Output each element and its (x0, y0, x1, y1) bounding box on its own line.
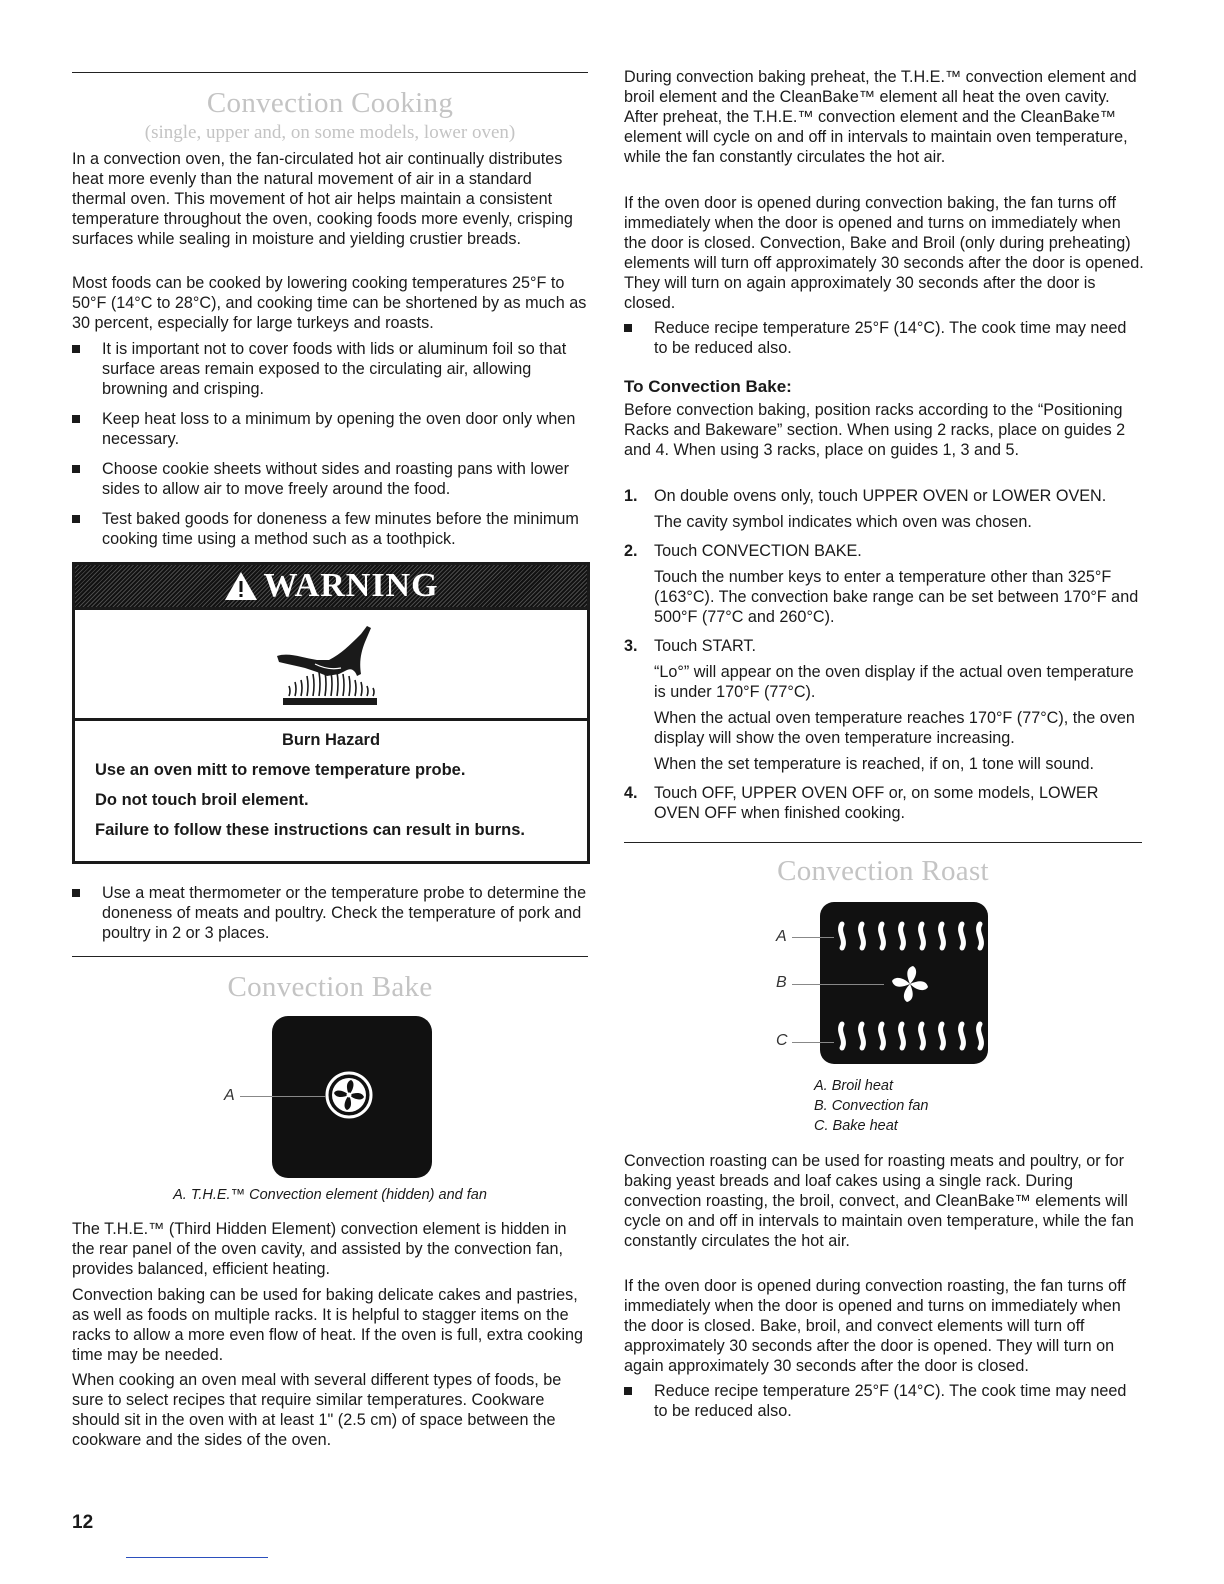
warning-line-1: Use an oven mitt to remove temperature probe. (95, 761, 466, 779)
convection-bake-caption: A. T.H.E.™ Convection element (hidden) and fan (173, 1187, 487, 1203)
figure-label-a: A (776, 928, 787, 945)
footer-rule (126, 1557, 268, 1558)
step-note: When the actual oven temperature reaches 170°F (77°C), the oven display will show the oven temperature increasing. (654, 709, 1135, 747)
warning-header (75, 565, 587, 610)
list-item (624, 541, 1144, 627)
step-note: When the set temperature is reached, if on, 1 tone will sound. (654, 755, 1095, 773)
warning-text-panel (75, 721, 587, 841)
bullet-square-icon (72, 345, 80, 353)
reduce-temp-bullet (624, 318, 1144, 358)
to-convection-bake-intro: Before convection baking, position racks according to the “Positioning Racks and Bakeware” section. When using 2 racks, place on guides 2 and 4. When using 3 racks, place on guides 1, 3 and 5. (624, 401, 1126, 459)
leader-line (792, 937, 834, 938)
alert-triangle-icon (223, 570, 259, 602)
convection-bake-title: Convection Bake (227, 971, 433, 1003)
bullet-square-icon (624, 1387, 632, 1395)
broil-heat-icon (841, 924, 982, 948)
list-item (624, 636, 1144, 774)
convection-bake-para1: The T.H.E.™ (Third Hidden Element) convection element is hidden in the rear panel of the oven cavity, and assisted by the convection fan, provides balanced, efficient heating. (72, 1220, 567, 1278)
list-item: Use a meat thermometer or the temperature probe to determine the doneness of meats and poultry. Check the temperature of pork and poultry in 2 or 3 places. (72, 883, 588, 943)
convection-bake-steps (624, 486, 1144, 823)
legend-broil-heat: A. Broil heat (814, 1078, 893, 1094)
warning-line-3: Failure to follow these instructions can result in burns. (95, 821, 525, 839)
meat-thermometer-bullet (72, 883, 588, 943)
list-item (624, 486, 1144, 532)
legend-convection-fan: B. Convection fan (814, 1098, 929, 1114)
convection-bake-para3: When cooking an oven meal with several different types of foods, be sure to select recipes that require similar temperatures. Cookware should sit in the oven with at least 1" (2.5 cm) of space between the cookware and the sides of the oven. (72, 1371, 562, 1449)
leader-line (240, 1096, 326, 1097)
step-number: 2. (624, 542, 638, 560)
page-number: 12 (72, 1512, 94, 1533)
bullet-square-icon (72, 465, 80, 473)
bake-heat-icon (841, 1024, 982, 1048)
fan-icon (324, 1070, 374, 1120)
step-note: Touch the number keys to enter a temperature other than 325°F (163°C). The convection bake range can be set between 170°F and 500°F (77°C and 260°C). (654, 568, 1139, 626)
legend-bake-heat: C. Bake heat (814, 1118, 898, 1134)
to-convection-bake-heading: To Convection Bake: (624, 377, 792, 396)
list-item: Choose cookie sheets without sides and roasting pans with lower sides to allow air to move freely around the food. (72, 459, 588, 499)
convection-roast-title: Convection Roast (777, 855, 989, 887)
convection-cooking-bullets (72, 339, 588, 549)
roast-reduce-temp-bullet (624, 1381, 1144, 1421)
leader-line (792, 1042, 834, 1043)
list-item: Keep heat loss to a minimum by opening the oven door only when necessary. (72, 409, 588, 449)
section-rule (624, 842, 1142, 843)
warning-pictogram-panel (75, 610, 587, 721)
section-rule (72, 956, 588, 957)
bullet-square-icon (72, 889, 80, 897)
convection-cooking-subtitle: (single, upper and, on some models, lower oven) (144, 122, 516, 143)
roast-oven-diagram (820, 902, 988, 1064)
convection-cooking-para1: In a convection oven, the fan-circulated hot air continually distributes heat more evenly than the natural movement of air in a standard thermal oven. This movement of hot air helps maintain a consistent temperature throughout the oven, cooking foods more evenly, crisping surfaces while sealing in moisture and yielding crustier breads. (72, 150, 573, 248)
list-item: Test baked goods for doneness a few minutes before the minimum cooking time using a method such as a toothpick. (72, 509, 588, 549)
step-text: Touch OFF, UPPER OVEN OFF or, on some models, LOWER OVEN OFF when finished cooking. (654, 784, 1099, 822)
step-number: 4. (624, 784, 638, 802)
leader-line (792, 984, 884, 985)
warning-line-2: Do not touch broil element. (95, 791, 309, 809)
burn-hazard-icon (271, 618, 391, 708)
bullet-square-icon (72, 515, 80, 523)
warning-box (72, 562, 590, 864)
convection-roast-para1: Convection roasting can be used for roasting meats and poultry, or for baking yeast breads and loaf cakes using a single rack. During convection roasting, the broil, convect, and CleanBake™ elements will cycle on and off in intervals to maintain oven temperature, while the fan constantly circulates the hot air. (624, 1152, 1134, 1250)
figure-label-a: A (224, 1087, 235, 1104)
figure-label-c: C (776, 1032, 788, 1049)
convection-cooking-para2: Most foods can be cooked by lowering cooking temperatures 25°F to 50°F (14°C to 28°C), and cooking time can be shortened by as much as 30 percent, especially for large turkeys and roasts. (72, 274, 587, 332)
list-item: It is important not to cover foods with lids or aluminum foil so that surface areas remain exposed to the circulating air, allowing browning and crisping. (72, 339, 588, 399)
step-text: Touch CONVECTION BAKE. (654, 542, 862, 560)
list-item: Reduce recipe temperature 25°F (14°C). The cook time may need to be reduced also. (624, 1381, 1144, 1421)
roast-oven-figure (820, 902, 988, 1064)
list-item (624, 783, 1144, 823)
step-text: On double ovens only, touch UPPER OVEN or LOWER OVEN. (654, 487, 1107, 505)
step-number: 3. (624, 637, 638, 655)
warning-heading: WARNING (263, 567, 439, 604)
convection-cooking-title: Convection Cooking (206, 87, 454, 119)
bullet-square-icon (72, 415, 80, 423)
step-number: 1. (624, 487, 638, 505)
step-note: “Lo°” will appear on the oven display if the actual oven temperature is under 170°F (77°C). (654, 663, 1134, 701)
bullet-square-icon (624, 324, 632, 332)
step-note: The cavity symbol indicates which oven was chosen. (654, 513, 1032, 531)
step-text: Touch START. (654, 637, 756, 655)
preheat-para: During convection baking preheat, the T.H.E.™ convection element and broil element and the CleanBake™ element all heat the oven cavity. After preheat, the T.H.E.™ convection element and the CleanBake™ element will cycle on and off in intervals to maintain oven temperature, while the fan constantly circulates the hot air. (624, 68, 1137, 166)
convection-roast-para2: If the oven door is opened during convection roasting, the fan turns off immediately when the door is opened and turns on immediately when the door is closed. Bake, broil, and convect elements will turn off approximately 30 seconds after the door is opened. They will turn on again approximately 30 seconds after the door is closed. (624, 1277, 1126, 1375)
convection-fan-icon (892, 966, 928, 1002)
warning-hazard-title: Burn Hazard (281, 731, 381, 749)
convection-bake-para2: Convection baking can be used for baking delicate cakes and pastries, as well as foods on multiple racks. It is helpful to stagger items on the racks to allow a more even flow of heat. If the oven is full, extra cooking time may be needed. (72, 1286, 584, 1364)
section-rule (72, 72, 588, 73)
door-opened-para: If the oven door is opened during convection baking, the fan turns off immediately when the door is opened and turns on immediately when the door is closed. Convection, Bake and Broil (only during preheating) elements will turn off approximately 30 seconds after the door is opened. They will turn on again approximately 30 seconds after the door is closed. (624, 194, 1144, 312)
figure-label-b: B (776, 974, 787, 991)
list-item: Reduce recipe temperature 25°F (14°C). The cook time may need to be reduced also. (624, 318, 1144, 358)
oven-cavity-figure (272, 1016, 432, 1178)
